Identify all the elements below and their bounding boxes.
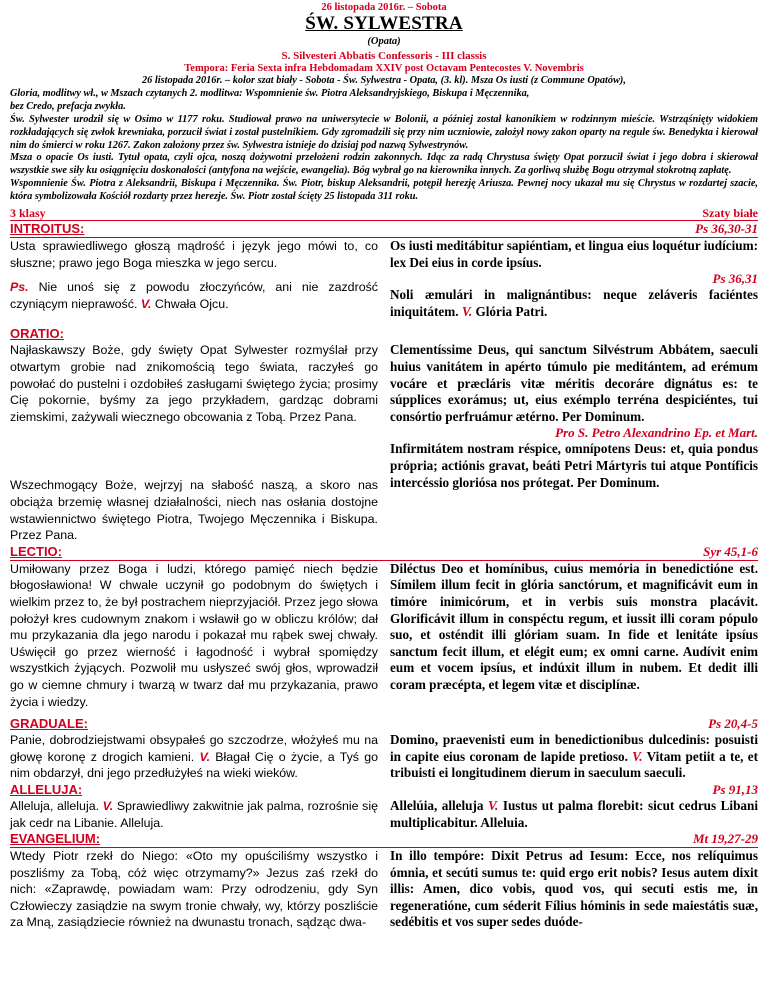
psalm-text: Nie unoś się z powodu złoczyńców, ani nie zazdrość czyniącym nieprawość. — [10, 280, 378, 311]
alleluja-ref: Ps 91,13 — [712, 781, 758, 797]
introitus-psalm-polish — [10, 279, 378, 312]
lectio-ref: Syr 45,1-6 — [703, 543, 758, 559]
intro-line: 26 listopada 2016r. – kolor szat biały - Sobota - Św. Sylwestra - Opata, (3. kl). Msza Os iusti (z Commune Opatów), — [142, 75, 626, 86]
lectio-section — [10, 561, 758, 710]
class-label: 3 klasy — [10, 206, 46, 221]
oratio-polish: Najłaskawszy Boże, gdy święty Opat Sylwester rozmyślał przy otwartym grobie nad znikomością tego świata, raczyłeś go powołać do pustelni i ozdobiłeś zasługami świętego życia; prosimy Cię pokornie, byśmy za jego przykładem, gardząc dobrami ziemskimi, zażywali wiecznego obcowania z Tobą. Przez Pana. — [10, 343, 378, 424]
latin-feast-name: S. Silvesteri Abbatis Confessoris - III classis — [281, 50, 487, 62]
alleluja-label: ALLELUJA: — [10, 781, 83, 797]
graduale-latin — [390, 732, 758, 782]
introitus-latin: Os iusti meditábitur sapiéntiam, et lingua eius loquétur iudícium: lex Dei eius in corde ipsíus. — [390, 238, 758, 270]
evangelium-section — [10, 848, 758, 931]
graduale-text: Domino, praevenisti eum in benedictionibus dulcedinis: posuisti in capite eius coronam de lapide pretioso. — [390, 732, 758, 764]
oratio2-latin: Infirmitátem nostram réspice, omnípotens Deus: et, quia pondus própria; actiónis gravat, beáti Petri Mártyris tui atque Pontíficis intercéssio gloriósa nos prótegat. Per Dominum. — [390, 441, 758, 490]
evangelium-latin: In illo tempóre: Dixit Petrus ad Iesum: Ecce, nos relíquimus ómnia, et secúti sumus te: quid ergo erit nobis? Iesus autem dixit illis: Amen, dico vobis, quod vos, qui secuti estis me, in regeneratióne, cum séderit Fílius hóminis in sede maiestátis suæ, sedébitis et vos super sedes duóde- — [390, 848, 758, 930]
intro-paragraph: Św. Sylwester urodził się w Osimo w 1177 roku. Studiował prawo na uniwersytecie w Bolonii, a później został kanonikiem w rodzinnym mieście. Wstrząśnięty widokiem rozkładających się zwłok krewniaka, porzucił świat i został pustelnikiem. Gdy zgromadzili się przy nim uczniowie, założył nowy zakon oparty na regule św. Benedykta i kierował nim do śmierci w roku 1267. Zakon założony przez św. Sylwestra istnieje do dzisiaj pod nazwą Sylwestrynów. — [10, 113, 758, 151]
introitus-ref: Ps 36,30-31 — [695, 221, 758, 237]
graduale-heading — [10, 716, 758, 732]
graduale-verse: Błagał Cię o życie, a Tyś go nim obdarzył, dni jego przedłużyłeś na wieki wieków. — [10, 749, 379, 781]
psalm-text: Noli æmulári in malignántibus: neque zeláveris faciéntes iniquitátem. — [390, 287, 758, 319]
alleluja-heading — [10, 782, 758, 798]
latin-column — [384, 561, 758, 710]
polish-column — [10, 848, 384, 931]
intro-line: bez Credo, prefacja zwykła. — [10, 100, 126, 112]
tempora-line: Tempora: Feria Sexta infra Hebdomadam XXIV post Octavam Pentecostes V. Novembris — [184, 63, 584, 74]
oratio-label: ORATIO: — [10, 326, 64, 342]
gloria-text: Chwała Ojcu. — [151, 296, 229, 311]
alleluja-verse: Sprawiedliwy zakwitnie jak palma, rozrośnie się jak cedr na Libanie. Alleluja. — [10, 798, 378, 830]
versicle-marker: V. — [487, 797, 499, 813]
oratio-commemoration-ref: Pro S. Petro Alexandrino Ep. et Mart. — [555, 425, 758, 441]
lectio-label: LECTIO: — [10, 543, 62, 559]
page-subtitle: (Opata) — [367, 36, 401, 47]
oratio2-polish: Wszechmogący Boże, wejrzyj na słabość naszą, a skoro nas obciąża brzemię własnej działalności, niech nas osłania dostojne wstawiennictwo świętego Piotra, Twojego Męczennika i Biskupa. Przez Pana. — [10, 478, 378, 543]
latin-column — [384, 798, 758, 831]
oratio-latin: Clementíssime Deus, qui sanctum Silvéstrum Abbátem, saeculi huius vanitátem in apérto túmulo pie meditántem, ad erémum vocáre et præcláris vitæ méritis decoráre dignátus es: te súpplices exorámus; ut, eius exémplo terréna despiciéntes, tui consórtio perfruámur ætérno. Per Dominum. — [390, 342, 758, 424]
evangelium-heading — [10, 831, 758, 848]
latin-column — [384, 732, 758, 782]
lectio-polish: Umiłowany przez Boga i ludzi, którego pamięć niech będzie błogosławiona! W chwale uczynił go podobnym do świętych i wielkim przez to, że był postrachem nieprzyjaciół. Przez jego słowa położył kres cudownym znakom i wsławił go w obliczu królów; dał mu przykazania dla jego narodu i pokazał mu rąbek swej chwały. Uświęcił go przez wierność i łagodność i wybrał spomiędzy wszystkich żyjących. Pozwolił mu usłyszeć swój głos, wprowadził go w ciemne chmury i twarzą w twarz dał mu przykazania, prawo życia i wiedzy. — [10, 561, 378, 709]
alleluja-polish — [10, 798, 378, 831]
introitus-label: INTROITUS: — [10, 221, 85, 237]
polish-column — [10, 798, 384, 831]
alleluja-verse: Iustus ut palma florebit: sicut cedrus Libani multiplicabitur. Alleluia. — [390, 797, 759, 830]
graduale-section — [10, 732, 758, 782]
graduale-ref: Ps 20,4-5 — [708, 716, 758, 732]
document-page — [10, 0, 758, 931]
polish-column — [10, 342, 384, 543]
graduale-polish — [10, 732, 378, 782]
alleluja-latin — [390, 798, 758, 831]
graduale-label: GRADUALE: — [10, 716, 88, 732]
lectio-heading — [10, 544, 758, 561]
versicle-marker: V. — [461, 303, 473, 319]
polish-column — [10, 561, 384, 710]
psalm-marker: Ps. — [10, 280, 29, 295]
latin-column — [384, 342, 758, 543]
intro-paragraph: Wspomnienie Św. Piotra z Aleksandrii, Biskupa i Męczennika. Św. Piotr, biskup Aleksandrii, potępił herezję Ariusza. Pewnej nocy ukazał mu się Chrystus w rozdartej szacie, która symbolizowała Kościół rozdarty przez herezje. Św. Piotr został ścięty 25 listopada 311 roku. — [10, 178, 758, 203]
alleluja-text: Alleluja, alleluja. — [10, 798, 103, 813]
oratio-heading — [10, 326, 758, 342]
vestment-color: Szaty białe — [702, 206, 758, 221]
introitus-polish: Usta sprawiedliwego głoszą mądrość i język jego mówi to, co słuszne; prawo jego Boga mieszka w jego sercu. — [10, 239, 378, 270]
alleluja-text: Allelúia, alleluja — [390, 797, 488, 813]
intro-paragraph: Msza o opacie Os iusti. Tytuł opata, czyli ojca, noszą dożywotni przełożeni rodzin zakonnych. Idąc za radą Chrystusa święty Opat porzucił świat i jego dobra i skierował wszystkie swe siły ku osiągnięciu doskonałości (antyfona na wejście, ewangelia). Bóg wybrał go na kierownika innych. Za gorliwą służbę Bogu otrzymał stokrotną zapłatę. — [10, 152, 758, 177]
page-title: ŚW. SYLWESTRA — [305, 13, 463, 34]
evangelium-polish: Wtedy Piotr rzekł do Niego: «Oto my opuściliśmy wszystko i poszliśmy za Tobą, cóż więc otrzymamy?» Jezus zaś rzekł do nich: «Zaprawdę, powiadam wam: Przy odrodzeniu, gdy Syn Człowieczy zasiądzie na swym tronie chwały, wy, którzy poszliście za Mną, zasiądziecie również na dwunastu tronach, sądząc dwa- — [10, 849, 378, 930]
intro-notes — [10, 75, 758, 204]
graduale-text: Panie, dobrodziejstwami obsypałeś go szczodrze, włożyłeś mu na głowę koronę z drogich kamieni. — [10, 733, 378, 764]
evangelium-ref: Mt 19,27-29 — [693, 831, 758, 847]
evangelium-label: EVANGELIUM: — [10, 831, 101, 847]
versicle-marker: V. — [632, 748, 643, 764]
oratio-section — [10, 342, 758, 543]
introitus-section — [10, 238, 758, 320]
versicle-marker: V. — [140, 296, 152, 311]
latin-column — [384, 848, 758, 931]
date-header: 26 listopada 2016r. – Sobota — [321, 2, 447, 13]
lectio-latin: Diléctus Deo et homínibus, cuius memória in benedictióne est. Símilem illum fecit in glória sanctórum, et magnificávit eum in timóre inimicórum, et in verbis suis monstra placávit. Glorificávit illum in conspéctu regum, et iussit illi coram pópulo suo, et osténdit illi glóriam suam. In fide et lenitáte ipsíus sanctum fecit illum, et elégit eum; ex omni carne. Audívit enim eum et vocem ipsíus, et indúxit illum in nubem. Et dedit illi coram præcépta, et legem vitæ et disciplínæ. — [390, 560, 758, 692]
gloria-text: Glória Patri. — [472, 303, 548, 319]
polish-column — [10, 238, 384, 320]
intro-line: Gloria, modlitwy wł., w Mszach czytanych 2. modlitwa: Wspomnienie św. Piotra Aleksandryjskiego, Biskupa i Męczennika, — [10, 87, 530, 99]
graduale-verse: Vitam petiit a te, et tribuisti ei longitudinem dierum in saeculum saeculi. — [390, 748, 758, 781]
versicle-marker: V. — [199, 749, 211, 764]
class-row — [10, 206, 758, 221]
introitus-ref2: Ps 36,31 — [712, 271, 758, 287]
polish-column — [10, 732, 384, 782]
alleluja-section — [10, 798, 758, 831]
introitus-psalm-latin — [390, 287, 758, 320]
versicle-marker: V. — [102, 798, 114, 813]
latin-column — [384, 238, 758, 320]
introitus-heading — [10, 221, 758, 238]
